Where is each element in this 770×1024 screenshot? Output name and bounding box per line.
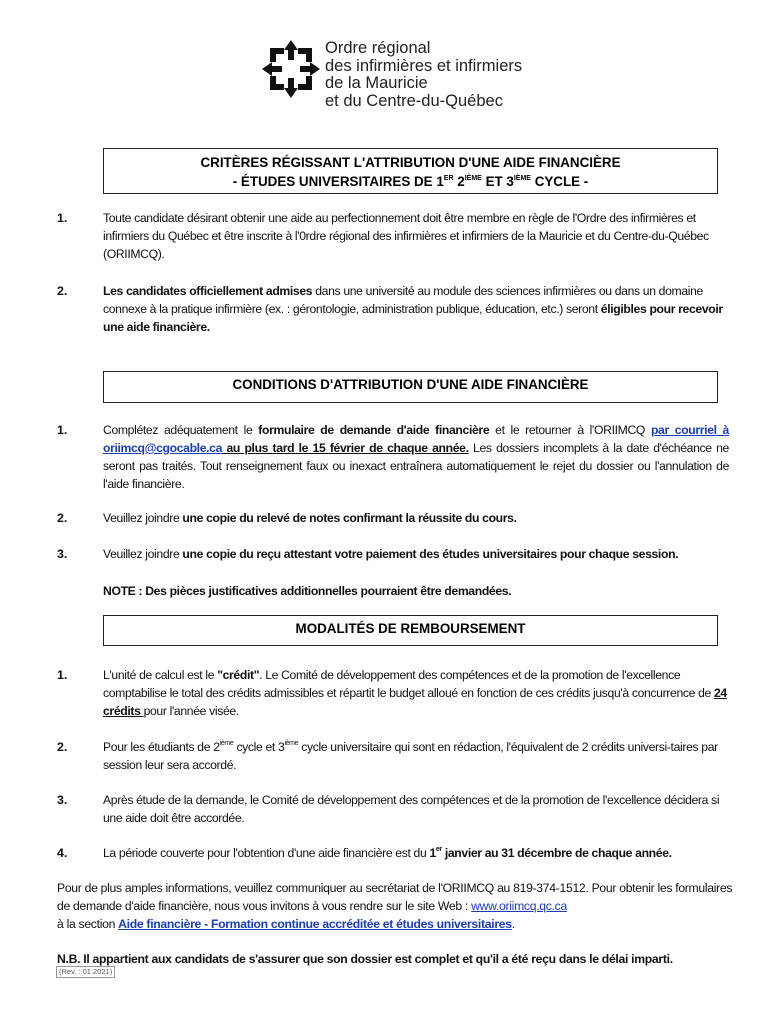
conditions-item-1-text: [103, 421, 729, 493]
superscript-ieme: IÈME: [464, 175, 482, 182]
reimbursement-item-2-part-3: cycle universitaire qui sont en rédaction, l'équivalent de 2 crédits universi-taires par session leur sera accordé.: [103, 740, 718, 772]
superscript-er-2: er: [435, 846, 442, 853]
contact-info-part-3: .: [511, 917, 515, 931]
website-link[interactable]: www.oriimcq.qc.ca: [471, 899, 567, 913]
reimbursement-item-4-part-1: La période couverte pour l'obtention d'une aide financière est du: [103, 846, 430, 860]
reimbursement-title: MODALITÉS DE REMBOURSEMENT: [295, 621, 526, 636]
email-link[interactable]: oriimcq@cgocable.ca: [103, 441, 223, 455]
reimbursement-item-2-number: 2.: [57, 740, 68, 754]
criteria-item-2-text: [103, 282, 729, 336]
admitted-candidates-bold: Les candidates officiellement admises: [103, 284, 313, 298]
contact-info-part-2: à la section: [57, 917, 119, 931]
reimbursement-item-2-part-2: cycle et 3: [233, 740, 285, 754]
nb-notice: N.B. Il appartient aux candidats de s'assurer que son dossier est complet et qu'il a été reçu dans le délai imparti.: [57, 952, 673, 966]
organization-name: [325, 40, 522, 110]
criteria-heading-box: [103, 148, 718, 194]
conditions-heading-box: [103, 371, 718, 403]
reimbursement-item-2-text: [103, 738, 729, 774]
conditions-item-2-text: [103, 509, 729, 527]
orientation-logo-icon: [260, 38, 322, 100]
criteria-item-2-number: 2.: [57, 284, 68, 298]
conditions-item-1-number: 1.: [57, 423, 68, 437]
reimbursement-heading-box: [103, 615, 718, 646]
org-name-line-4: et du Centre-du-Québec: [325, 91, 503, 110]
by-email-bold: par courriel à: [650, 423, 729, 437]
conditions-item-2-number: 2.: [57, 511, 68, 525]
superscript-ieme-4: ième: [284, 740, 299, 747]
reimbursement-item-3-number: 3.: [57, 793, 68, 807]
revision-label: (Rev. : 01.2021): [56, 966, 115, 978]
criteria-title-part-3: ET 3: [485, 174, 514, 189]
superscript-er: ER: [443, 175, 454, 182]
org-name-line-3: de la Mauricie: [325, 74, 428, 92]
credit-bold: "crédit": [217, 668, 260, 682]
superscript-ieme-3: ième: [219, 740, 234, 747]
conditions-note: NOTE : Des pièces justificatives additionnelles pourraient être demandées.: [103, 584, 512, 598]
reimbursement-item-3-text: Après étude de la demande, le Comité de développement des compétences et de la promotion de l'excellence décidera si une aide doit être accordée.: [103, 793, 720, 825]
conditions-item-3-text: [103, 545, 729, 563]
reimbursement-item-1-part-1: L'unité de calcul est le: [103, 668, 218, 682]
reimbursement-item-2-part-1: Pour les étudiants de 2: [103, 740, 220, 754]
first-bold: 1: [429, 846, 436, 860]
eligible-bold: éligibles pour recevoir une aide financière.: [103, 302, 723, 334]
conditions-item-1-part-3: Les dossiers incomplets à la date d'échéance ne seront pas traités. Tout renseignement faux ou inexact entraînera automatiquement le rejet du dossier ou l'annulation de l'aide financière.: [103, 441, 729, 491]
criteria-item-1-number: 1.: [57, 211, 68, 225]
criteria-title-line-1: CRITÈRES RÉGISSANT L'ATTRIBUTION D'UNE AIDE FINANCIÈRE: [200, 155, 621, 170]
org-name-line-1: Ordre régional: [325, 39, 431, 57]
org-name-line-2: des infirmières et infirmiers: [325, 56, 523, 75]
reimbursement-item-4-text: [103, 844, 729, 862]
conditions-item-1-part-2: et le retourner à l'ORIIMCQ: [489, 423, 651, 437]
criteria-item-1-text: Toute candidate désirant obtenir une aide au perfectionnement doit être membre en règle de l'Ordre des infirmières et infirmiers du Québec et être inscrite à l'0rdre régional des infirmières et infirmiers de la Mauricie et du Centre-du-Québec (ORIIMCQ).: [103, 211, 709, 261]
reimbursement-item-1-part-2: . Le Comité de développement des compétences et de la promotion de l'excellence comptabilise le total des crédits admissibles et répartit le budget alloué en fonction de ces crédits jusqu'à concurrence de: [103, 668, 714, 700]
criteria-item-2-body: dans une université au module des sciences infirmières ou dans un domaine connexe à la pratique infirmière (ex. : gérontologie, administration publique, éducation, etc.) seront: [103, 284, 703, 316]
criteria-title-part-2: 2: [457, 174, 465, 189]
reimbursement-item-1-text: [103, 666, 729, 720]
conditions-item-3-part-1: Veuillez joindre: [103, 547, 183, 561]
conditions-title: CONDITIONS D'ATTRIBUTION D'UNE AIDE FINANCIÈRE: [232, 377, 589, 392]
reimbursement-item-1-part-3: pour l'année visée.: [143, 704, 239, 718]
reimbursement-item-1-number: 1.: [57, 668, 68, 682]
conditions-item-3-number: 3.: [57, 547, 68, 561]
transcript-bold: une copie du relevé de notes confirmant la réussite du cours.: [182, 511, 517, 525]
reimbursement-item-4-number: 4.: [57, 846, 68, 860]
superscript-ieme-2: IÈME: [513, 175, 531, 182]
contact-info-part-1: Pour de plus amples informations, veuillez communiquer au secrétariat de l'ORIIMCQ au 819-374-1512. Pour obtenir les formulaires de demande d'aide financière, nous vous invitons à vous rendre sur le site Web :: [57, 881, 733, 913]
deadline-bold: au plus tard le 15 février de chaque année.: [222, 441, 469, 455]
section-link[interactable]: Aide financière - Formation continue accréditée et études universitaires: [118, 917, 512, 931]
period-bold: janvier au 31 décembre de chaque année.: [441, 846, 672, 860]
contact-info: [57, 879, 737, 933]
criteria-title-line-2: [104, 172, 717, 191]
receipt-bold: une copie du reçu attestant votre paiement des études universitaires pour chaque session.: [182, 547, 679, 561]
credits-24-bold: 24 crédits: [103, 686, 727, 718]
criteria-title-part: - ÉTUDES UNIVERSITAIRES DE 1: [232, 174, 444, 189]
criteria-title-part-4: CYCLE -: [534, 174, 589, 189]
application-form-bold: formulaire de demande d'aide financière: [258, 423, 490, 437]
conditions-item-1-part-1: Complétez adéquatement le: [103, 423, 259, 437]
conditions-item-2-part-1: Veuillez joindre: [103, 511, 183, 525]
